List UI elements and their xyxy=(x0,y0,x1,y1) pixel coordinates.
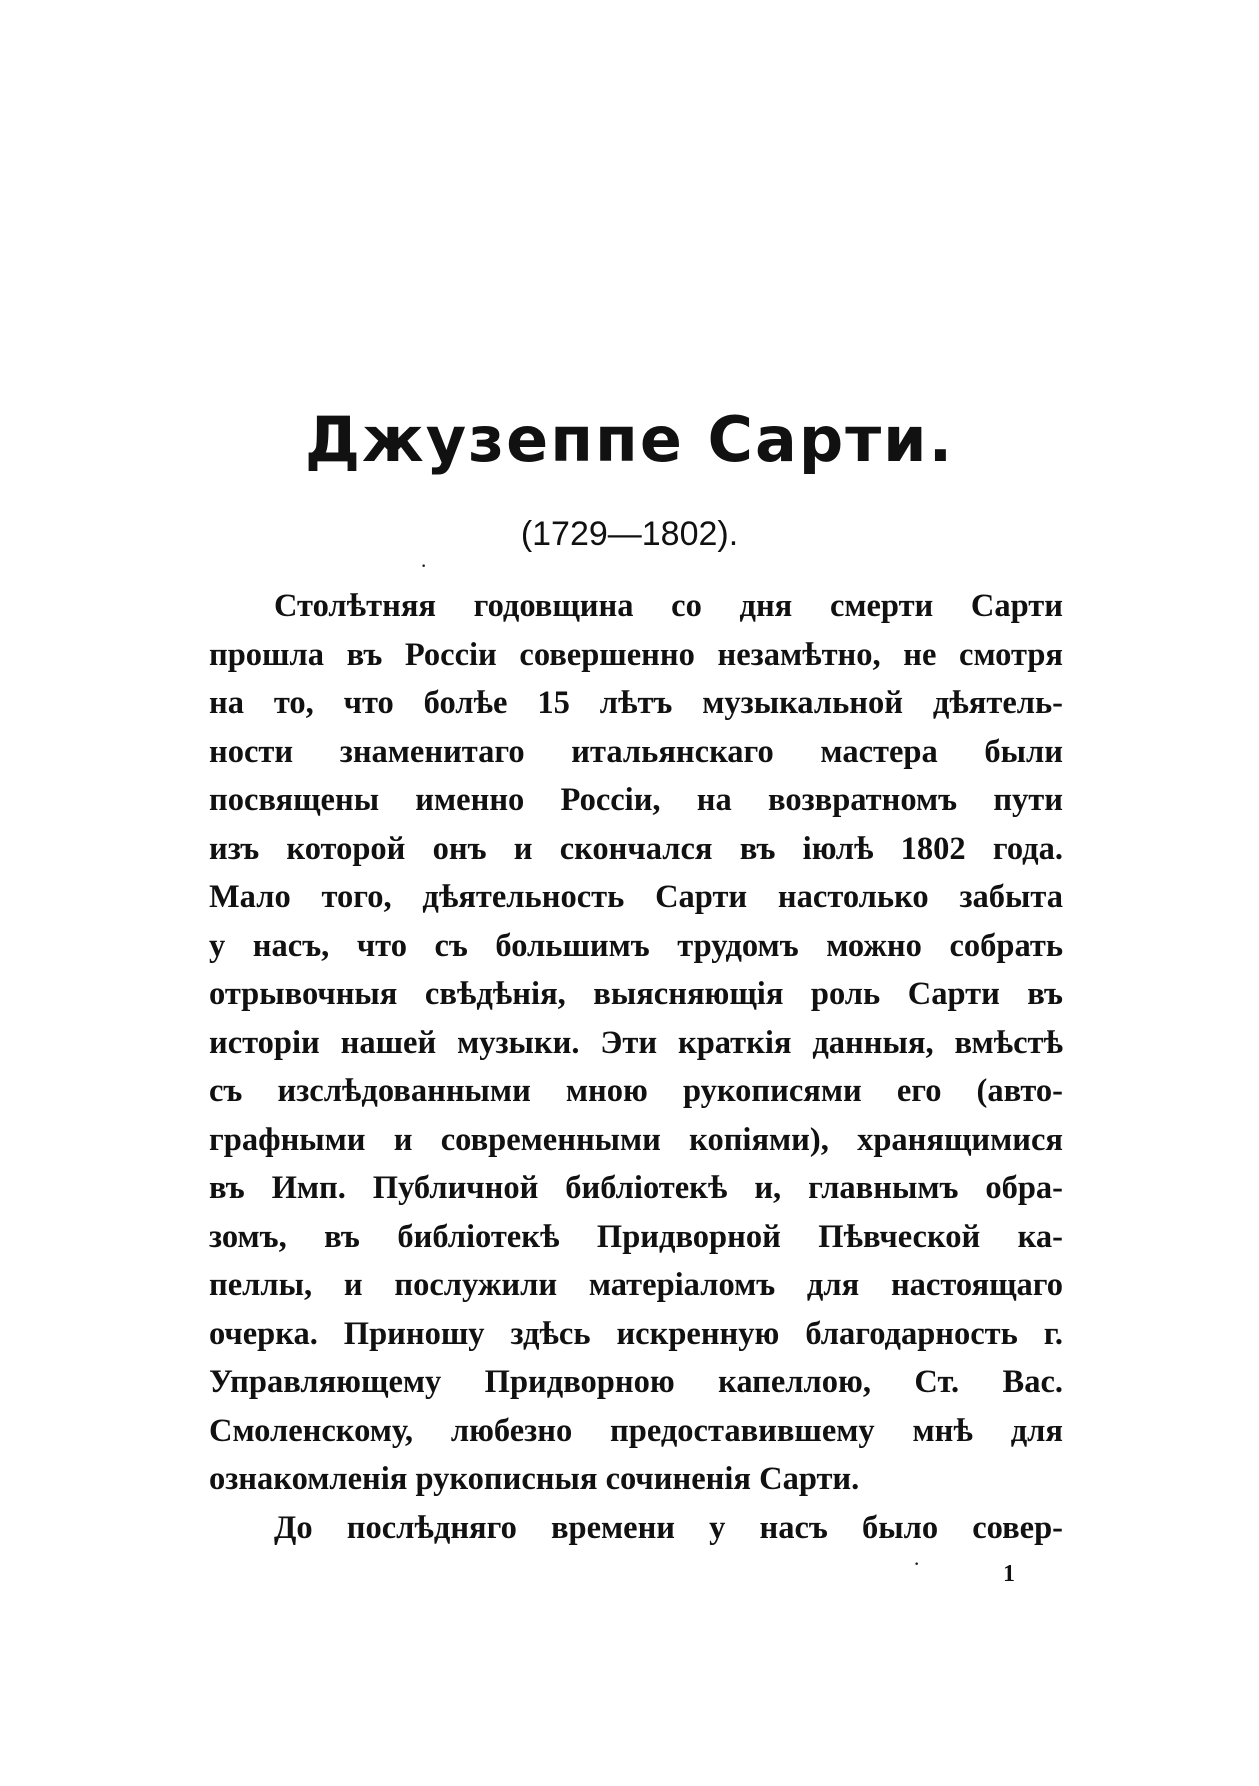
print-speck-mark: · xyxy=(914,1556,920,1573)
text-line: пеллы, и послужили матеріаломъ для настоящаго xyxy=(209,1267,1063,1303)
text-line: Мало того, дѣятельность Сарти настолько забыта xyxy=(209,879,1063,915)
text-line: Управляющему Придворною капеллою, Ст. Вас. xyxy=(209,1364,1063,1400)
text-line: Столѣтняя годовщина со дня смерти Сарти xyxy=(274,588,1063,624)
text-line: посвящены именно Россіи, на возвратномъ пути xyxy=(209,782,1063,818)
text-line: на то, что болѣе 15 лѣтъ музыкальной дѣятель- xyxy=(209,685,1063,721)
text-line: прошла въ Россіи совершенно незамѣтно, не смотря xyxy=(209,636,1063,673)
page-title: Джузеппе Сарти. xyxy=(304,403,955,476)
text-line: Смоленскому, любезно предоставившему мнѣ для xyxy=(209,1412,1063,1449)
text-line: очерка. Приношу здѣсь искренную благодарность г. xyxy=(209,1315,1063,1352)
text-line: ознакомленія рукописныя сочиненія Сарти. xyxy=(209,1461,860,1497)
text-line: у насъ, что съ большимъ трудомъ можно собрать xyxy=(209,927,1063,964)
print-speck-mark: · xyxy=(421,558,427,575)
text-line: отрывочныя свѣдѣнія, выясняющія роль Сарти въ xyxy=(209,976,1063,1012)
life-years: (1729—1802). xyxy=(520,515,739,553)
text-line: зомъ, въ библіотекѣ Придворной Пѣвческой ка- xyxy=(209,1218,1063,1255)
text-line: изъ которой онъ и скончался въ іюлѣ 1802 года. xyxy=(209,830,1063,867)
text-line: исторіи нашей музыки. Эти краткія данныя, вмѣстѣ xyxy=(209,1024,1063,1061)
text-line: съ изслѣдованными мною рукописями его (авто- xyxy=(209,1073,1063,1109)
text-line: въ Имп. Публичной библіотекѣ и, главнымъ обра- xyxy=(209,1170,1063,1206)
page-number: 1 xyxy=(1003,1561,1015,1587)
text-line: До послѣдняго времени у насъ было совер- xyxy=(274,1509,1063,1546)
text-line: ности знаменитаго итальянскаго мастера были xyxy=(209,733,1063,770)
text-line: графными и современными копіями), хранящимися xyxy=(209,1121,1063,1158)
body-text xyxy=(209,582,1063,1552)
